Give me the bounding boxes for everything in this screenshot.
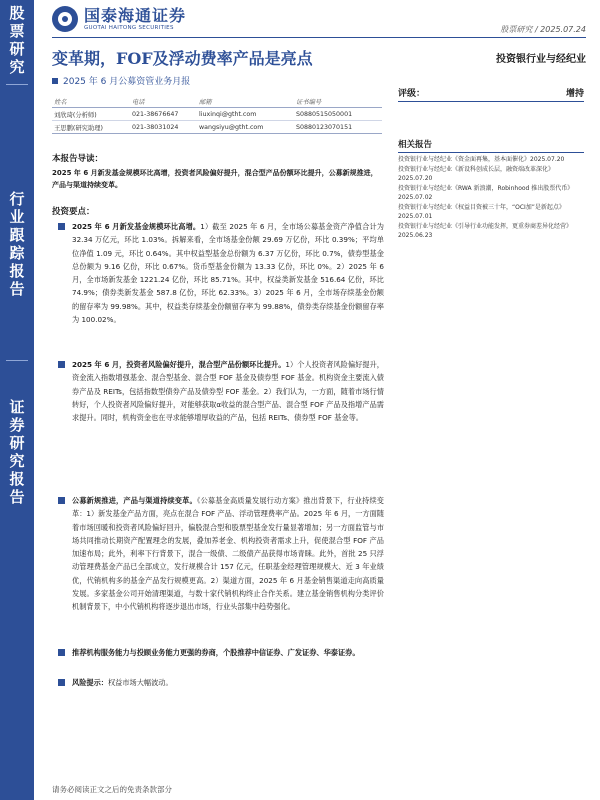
rating-label: 评级：: [398, 89, 426, 99]
sidebar-vertical-text: 行 业 跟 踪 报 告: [9, 190, 25, 298]
left-sidebar: [0, 0, 34, 800]
sidebar-vertical-text: 股 票 研 究: [9, 4, 25, 76]
related-reports-title: 相关报告: [398, 138, 584, 153]
key-points-list: [58, 220, 384, 694]
logo-name-en: GUOTAI HAITONG SECURITIES: [84, 24, 174, 31]
header-divider: [52, 37, 586, 38]
subtitle-text: 2025 年 6 月公募资管业务月报: [63, 77, 191, 87]
list-item: [58, 358, 384, 492]
square-bullet-icon: [58, 361, 65, 368]
analyst-phone: 021-38031024: [132, 123, 179, 131]
related-report-link[interactable]: 投资银行业与经纪业《新设科创成长层，融资端改革深化》2025.07.20: [398, 166, 555, 182]
header-phone: 电话: [132, 99, 145, 106]
logo-name-cn: 国泰海通证券: [84, 5, 187, 25]
related-report-link[interactable]: 投资银行业与经纪业《引导行业功能发挥，更重券商差异化经营》2025.06.23: [398, 223, 573, 239]
logo-icon: [52, 6, 78, 32]
analyst-name: 王思鹏(研究助理): [54, 124, 103, 132]
key-points-heading: 投资要点：: [52, 207, 95, 217]
point-lead: 2025 年 6 月新发基金规模环比高增。: [72, 222, 201, 231]
report-subtitle: [52, 74, 190, 87]
rating-value: 增持: [565, 89, 584, 99]
sidebar-vertical-text: 证 券 研 究 报 告: [9, 398, 25, 506]
square-bullet-icon: [58, 497, 65, 504]
list-item: [58, 220, 384, 356]
sidebar-divider: [6, 360, 28, 361]
square-bullet-icon: [58, 223, 65, 230]
list-item: [58, 676, 384, 692]
point-text: 权益市场大幅波动。: [107, 678, 173, 687]
analyst-email[interactable]: wangsiyu@gtht.com: [199, 123, 264, 131]
header-cert: 证书编号: [296, 99, 322, 106]
list-item: [58, 494, 384, 644]
sidebar-divider: [6, 84, 28, 85]
point-lead: 公募新规推进，产品与渠道持续变革。: [72, 496, 197, 505]
guide-heading: 本报告导读：: [52, 154, 104, 164]
analyst-email[interactable]: liuxinqi@gtht.com: [199, 110, 257, 118]
related-report-link[interactable]: 投资银行业与经纪业《资金面再集，基本面催化》2025.07.20: [398, 156, 565, 163]
header-name: 姓名: [54, 99, 67, 106]
sidebar-label-industry-tracking: [0, 190, 34, 298]
square-bullet-icon: [58, 649, 65, 656]
header-email: 邮箱: [199, 99, 212, 106]
header-date-label: 股票研究 / 2025.07.24: [500, 25, 586, 34]
analyst-cert: S0880515050001: [296, 110, 353, 118]
company-logo: [52, 4, 186, 34]
analyst-cert: S0880123070151: [296, 123, 353, 131]
sidebar-label-securities-research: [0, 398, 34, 506]
point-lead: 风险提示：: [72, 678, 108, 687]
list-item: [58, 646, 384, 674]
related-report-link[interactable]: 投资银行业与经纪业《权益目资被三十年，“OCI加”是新起点》2025.07.01: [398, 204, 565, 220]
table-row: [52, 121, 382, 134]
sidebar-label-stock-research: [0, 4, 34, 76]
point-text: 1）个人投资者风险偏好提升，资金流入指数增强基金、混合型基金、混合型 FOF 基金及债券型 FOF 基金。机构资金主要流入债券产品及 REITs，包括指数型债券产品及债券型 FOF 基金。2）我们认为，一方面，随着市场行情转好，个人投资者风险偏好提升，对能够获取α收益的混合型产品、混合型 FOF 产品及指增产品需求提升。同时，机构资金也在寻求能够增厚收益的产品，包括 REITs、债券型 FOF 基金等。: [72, 360, 384, 423]
point-lead: 2025 年 6 月，投资者风险偏好提升，混合型产品份额环比提升。: [72, 360, 286, 369]
related-reports: [398, 138, 584, 241]
guide-summary: 2025 年 6 月新发基金规模环比高增，投资者风险偏好提升，混合型产品份额环比提升，公募新规推进，产品与渠道持续变革。: [52, 169, 378, 189]
square-bullet-icon: [52, 78, 58, 84]
point-text: 1）截至 2025 年 6 月，全市场公募基金资产净值合计为 32.34 万亿元，环比 1.03%。拆解来看，全市场基金份额 29.69 万亿份，环比 0.39%；平均单位净值 1.09 元，环比 0.64%。其中权益型基金总份额为 6.37 万亿份，环比 0.7%，债券型基金总份额为 9.16 亿份，环比 0.67%。货币型基金份额为 13.33 亿份，环比 0%。2）2025 年 6 月，全市场新发基金 1221.24 亿份，环比 85.71%。其中，权益类新发基金 516.64 亿份，环比 74.9%；债券类新发基金 587.8 亿份，环比 62.33%。3）2025 年 6 月，全市场存续基金份额的留存率为 99.98%。其中，权益类存续基金份额留存率为 99.88%，债券类存续基金份额留存率为 100.02%。: [72, 222, 384, 325]
disclaimer-footer: 请务必阅读正文之后的免责条款部分: [52, 785, 172, 794]
analyst-name: 刘欣琦(分析师): [54, 111, 97, 119]
related-report-link[interactable]: 投资银行业与经纪业《RWA 新浪潮，Robinhood 推出股票代币》2025.07.02: [398, 185, 574, 201]
point-lead: 推荐机构服务能力与投顾业务能力更强的券商，个股推荐中信证券、广发证券、华泰证券。: [72, 648, 360, 657]
report-category: 投资银行业与经纪业: [496, 54, 586, 65]
point-text: 《公募基金高质量发展行动方案》推出背景下，行业持续变革：1）新发基金产品方面，亮点在混合 FOF 产品、浮动管理费率产品。2025 年 6 月，一方面随着市场回暖和投资者风险偏好回升，偏股混合型和股票型基金发行量显著增加；另一方面监管与市场共同推动长期资产配置理念的发展，叠加养老金、机构投资者需求上升，促使混合型 FOF 产品加速布局；此外，利率下行背景下，混合一级债、二级债产品获得市场青睐。此外，首批 25 只浮动管理费基金产品已全部成立，发行规模合计 157 亿元，任职基金经理管理规模大、近 3 年业绩优，代销机构多的基金产品发行规模更高。2）渠道方面，2025 年 6 月基金销售渠道走向高质量发展。多家基金公司开始清理渠道，与数十家代销机构终止合作关系。建立基金销售机构分类评价机制背景下，中小代销机构将逐步退出市场，行业头部集中趋势强化。: [72, 496, 384, 612]
square-bullet-icon: [58, 679, 65, 686]
rating-box: [398, 84, 584, 102]
analyst-phone: 021-38676647: [132, 110, 179, 118]
report-title: 变革期，FOF及浮动费率产品是亮点: [52, 49, 313, 68]
table-row: [52, 108, 382, 121]
analyst-table: [52, 96, 382, 134]
analyst-table-header: [52, 96, 382, 108]
